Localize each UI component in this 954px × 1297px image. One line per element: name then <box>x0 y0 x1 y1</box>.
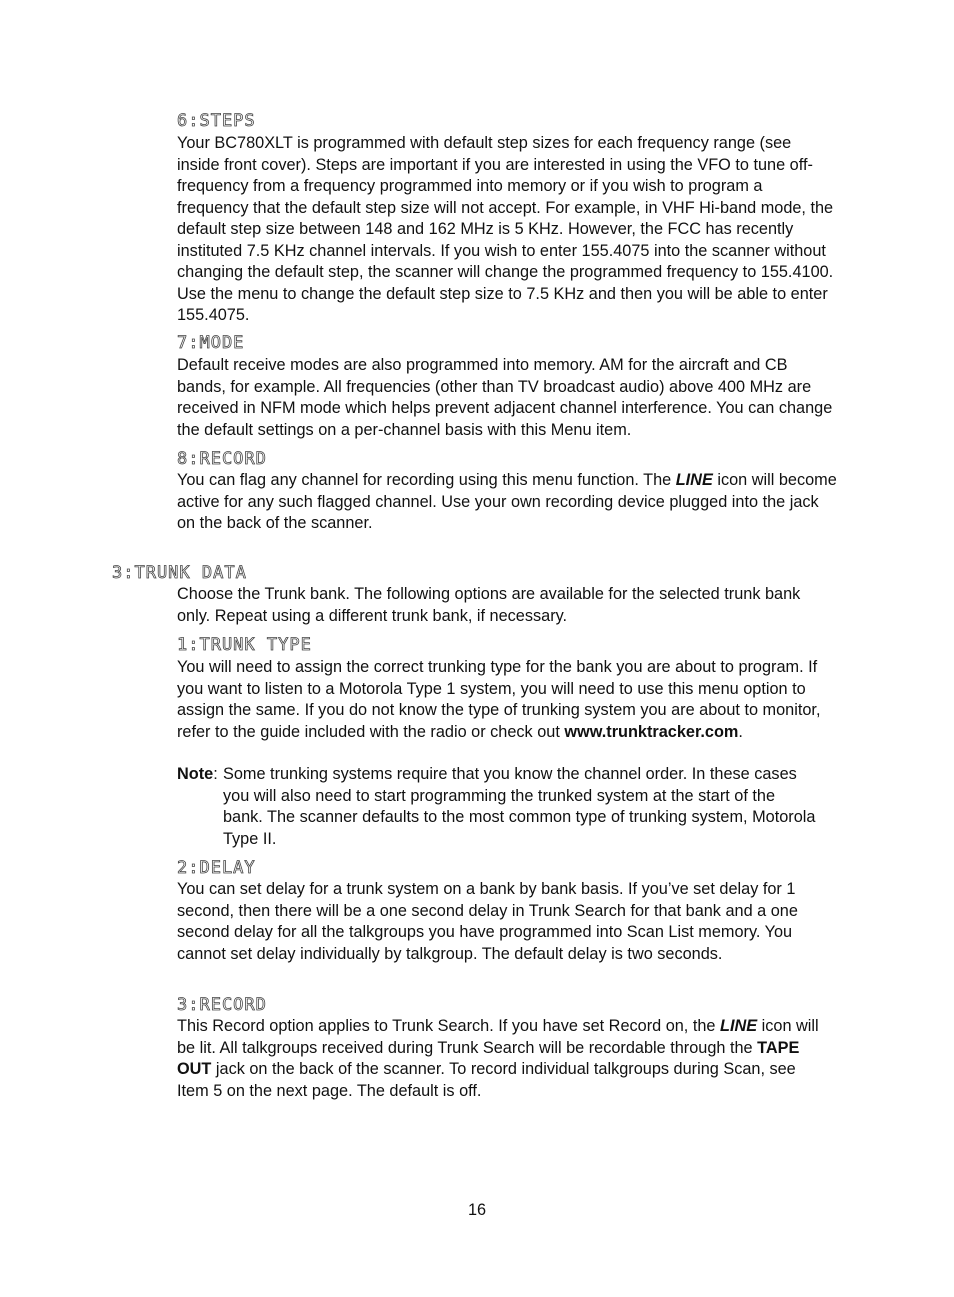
trunk-record-text-after: jack on the back of the scanner. To record individual talkgroups during Scan, see Item 5 on the next page. The default is off. <box>177 1060 796 1100</box>
trunk-type-heading: 1:TRUNK TYPE <box>177 635 312 655</box>
trunk-record-text-before: This Record option applies to Trunk Search. If you have set Record on, the <box>177 1017 721 1035</box>
trunk-record-heading: 3:RECORD <box>177 995 267 1015</box>
trunk-type-text-end: . <box>738 722 743 741</box>
line-label-2: LINE <box>720 1017 758 1035</box>
steps-heading: 6:STEPS <box>177 111 256 131</box>
note-block <box>177 764 817 850</box>
trunk-type-paragraph <box>177 657 835 743</box>
note-text: Some trunking systems require that you know the channel order. In these cases you will also need to start programming the trunked system at the start of the bank. The scanner defaults to the most common type of trunking system, Motorola Type II. <box>223 765 816 848</box>
mode-heading: 7:MODE <box>177 333 245 353</box>
record-paragraph <box>177 470 837 535</box>
delay-heading: 2:DELAY <box>177 858 256 878</box>
tape-out-label: TAPE OUT <box>177 1038 800 1078</box>
trunk-type-text: You will need to assign the correct trunking type for the bank you are about to program. If you want to listen to a Motorola Type 1 system, you will need to use this menu option to assign the same. If you do not know the type of trunking system you are about to monitor, refer to the guide included with the radio or check out <box>177 658 821 741</box>
record-text-after: icon will become active for any such flagged channel. Use your own recording device plugged into the jack on the back of the scanner. <box>177 471 837 532</box>
page-number: 16 <box>467 1201 487 1219</box>
trunk-record-text-mid: icon will be lit. All talkgroups received during Trunk Search will be recordable through the <box>177 1017 819 1057</box>
trunktracker-link[interactable]: www.trunktracker.com <box>564 722 739 741</box>
steps-paragraph: Your BC780XLT is programmed with default step sizes for each frequency range (see inside front cover). Steps are important if you are interested in using the VFO to tune off-frequency from a frequency programmed into memory or if you wish to program a frequency that the default step size will not accept. For example, in VHF Hi-band mode, the default step size between 148 and 162 MHz is 5 KHz. However, the FCC has recently instituted 7.5 KHz channel intervals. If you wish to enter 155.4075 into the scanner without changing the default step, the scanner will change the programmed frequency to 155.4100. Use the menu to change the default step size to 7.5 KHz and then you will be able to enter 155.4075. <box>177 134 834 324</box>
record-text-before: You can flag any channel for recording using this menu function. The <box>177 471 676 489</box>
trunk-record-paragraph <box>177 1016 822 1102</box>
trunk-data-paragraph: Choose the Trunk bank. The following options are available for the selected trunk bank only. Repeat using a different trunk bank, if necessary. <box>177 585 801 625</box>
note-label: Note: <box>177 765 218 783</box>
mode-paragraph: Default receive modes are also programmed into memory. AM for the aircraft and CB bands, for example. All frequencies (other than TV broadcast audio) above 400 MHz are received in NFM mode which helps prevent adjacent channel interference. You can change the default settings on a per-channel basis with this Menu item. <box>177 356 833 439</box>
delay-paragraph: You can set delay for a trunk system on a bank by bank basis. If you’ve set delay for 1 second, then there will be a one second delay in Trunk Search for that bank and a one second delay for all the talkgroups you have programmed into Scan List memory. You cannot set delay individually by talkgroup. The default delay is two seconds. <box>177 880 798 963</box>
line-label: LINE <box>675 471 713 489</box>
trunk-data-heading: 3:TRUNK DATA <box>112 563 247 583</box>
record-heading: 8:RECORD <box>177 449 267 469</box>
